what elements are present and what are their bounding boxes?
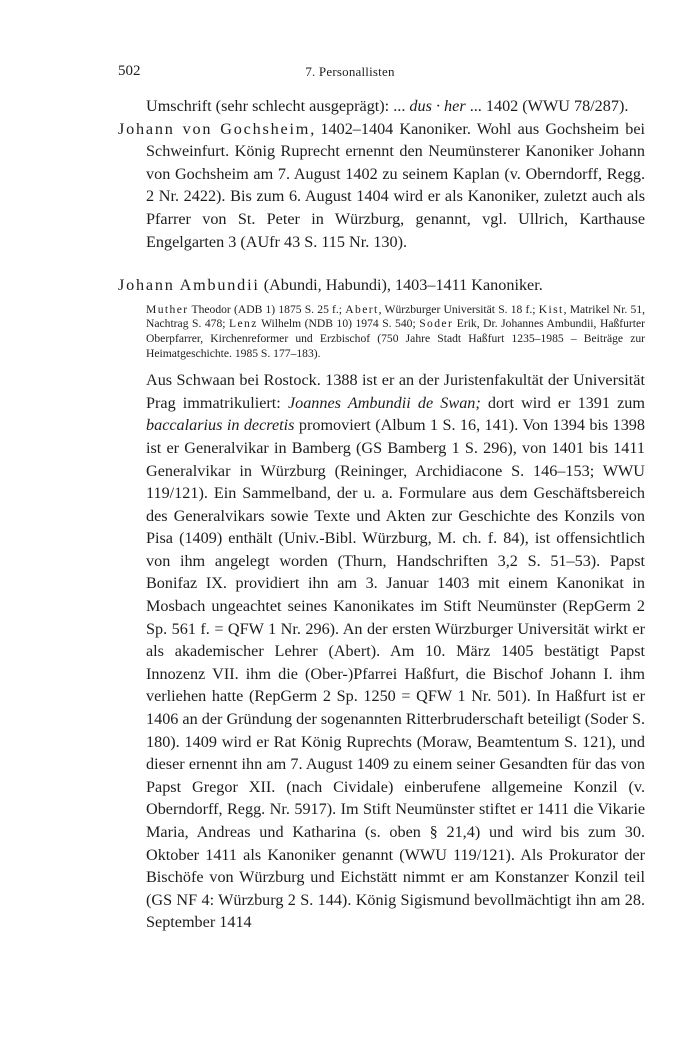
bib-text: , Würzburger Universität S. 18 f.; (378, 302, 539, 316)
entry-separator (118, 253, 645, 274)
bib-author: Muther (146, 302, 189, 316)
entry-gochsheim (118, 118, 645, 254)
continuation-text: Umschrift (sehr schlecht ausgeprägt): ... (146, 97, 410, 115)
bib-text: Theodor (ADB 1) 1875 S. 25 f.; (188, 302, 346, 316)
body-text: Aus Schwaan bei Rostock. 1388 ist er an der Juristenfakultät der Universität Prag immatrikuliert: (146, 371, 645, 412)
bib-author: Lenz (228, 317, 258, 331)
continuation-italic: dus · her (409, 97, 466, 115)
bib-text: , Matrikel Nr. 51, Nachtrag S. 478; (146, 302, 646, 331)
body-text: dort wird er 1391 zum (480, 393, 645, 412)
entry-name: Johann Ambundii (118, 276, 260, 295)
body-text: promoviert (Album 1 S. 16, 141). Von 1394 bis 1398 ist er Generalvikar in Bamberg (GS Bamberg 1 S. 296), von 1401 bis 1411 Generalvikar in Würzburg (Reininger, Archidiacone S. 146–153; WWU 119/121). Ein Sammelband, der u. a. Formulare aus dem Geschäftsbereich des Generalvikars sowie Texte und Akten zur Geschichte des Konzils von Pisa (1409) enthält (Univ.-Bibl. Würzburg, M. ch. f. 84), ist offensichtlich von ihm angelegt worden (Thurn, Handschriften 3,2 S. 51–53). Papst Bonifaz IX. providiert ihn am 3. Januar 1403 mit einem Kanonikat in Mosbach ungeachtet seines Kanonikates im Stift Neumünster (RepGerm 2 Sp. 561 f. = QFW 1 Nr. 296). An der ersten Würzburger Universität wirkt er als akademischer Lehrer (Abert). Am 10. März 1405 bestätigt Papst Innozenz VII. ihm die (Ober-)Pfarrei Haßfurt, die Bischof Johann I. ihm verliehen hatte (RepGerm 2 Sp. 1250 = QFW 1 Nr. 501). In Haßfurt ist er 1406 an der Gründung der sogenannten Ritterbruderschaft beteiligt (Soder S. 180). 1409 wird er Rat König Ruprechts (Moraw, Beamtentum S. 121), und dieser ernennt ihn am 7. August 1409 zu einem seiner Gesandten für das von Papst Gregor XII. (nach Cividale) einberufene allgemeine Konzil (v. Oberndorff, Regg. Nr. 5917). Im Stift Neumünster stiftet er 1411 die Vikarie Maria, Andreas und Katharina (s. oben § 21,4) und wird bis zum 30. Oktober 1411 als Kanoniker genannt (WWU 119/121). Als Prokurator der Bischöfe von Würzburg und Eichstätt nimmt er am Konstanzer Konzil teil (GS NF 4: Würzburg 2 S. 144). König Sigismund bevollmächtigt ihn am 28. September 1414 (146, 416, 645, 932)
running-title: 7. Personallisten (305, 64, 395, 79)
entry-name: Johann von Gochsheim (118, 119, 311, 138)
entry-ambundii-heading (118, 274, 645, 297)
entry-heading-text: (Abundi, Habundi), 1403–1411 Kanoniker. (259, 276, 543, 295)
bib-author: Soder (419, 317, 454, 331)
bib-author: Kist (538, 302, 564, 316)
bibliography (118, 303, 645, 361)
entry-text: , 1402–1404 Kanoniker. Wohl aus Gochsheim bei Schweinfurt. König Ruprecht ernennt den Neumünsterer Kanoniker Johann von Gochsheim am 7. August 1402 zu seinem Kaplan (v. Oberndorff, Regg. 2 Nr. 2422). Bis zum 6. August 1404 wird er als Kanoniker, zuletzt auch als Pfarrer von St. Peter in Würzburg, genannt, vgl. Ullrich, Karthause Engelgarten 3 (AUfr 43 S. 115 Nr. 130). (146, 119, 645, 251)
bib-text: Erik, Dr. Johannes Ambundii, Haßfurter Oberpfarrer, Kirchenreformer und Erzbischof (750 Jahre Stadt Haßfurt 1235–1985 – Beiträge zur Heimatgeschichte. 1985 S. 177–183). (146, 317, 646, 360)
continuation-end: ... 1402 (WWU 78/287). (465, 97, 629, 115)
page-body (118, 95, 645, 934)
continuation-paragraph (118, 95, 645, 118)
page-number: 502 (118, 63, 141, 79)
bib-text: Wilhelm (NDB 10) 1974 S. 540; (257, 317, 420, 331)
entry-ambundii-body (118, 369, 645, 934)
body-italic: baccalarius in decretis (146, 416, 295, 435)
bib-author: Abert (345, 302, 379, 316)
body-italic: Joannes Ambundii de Swan; (287, 393, 481, 412)
